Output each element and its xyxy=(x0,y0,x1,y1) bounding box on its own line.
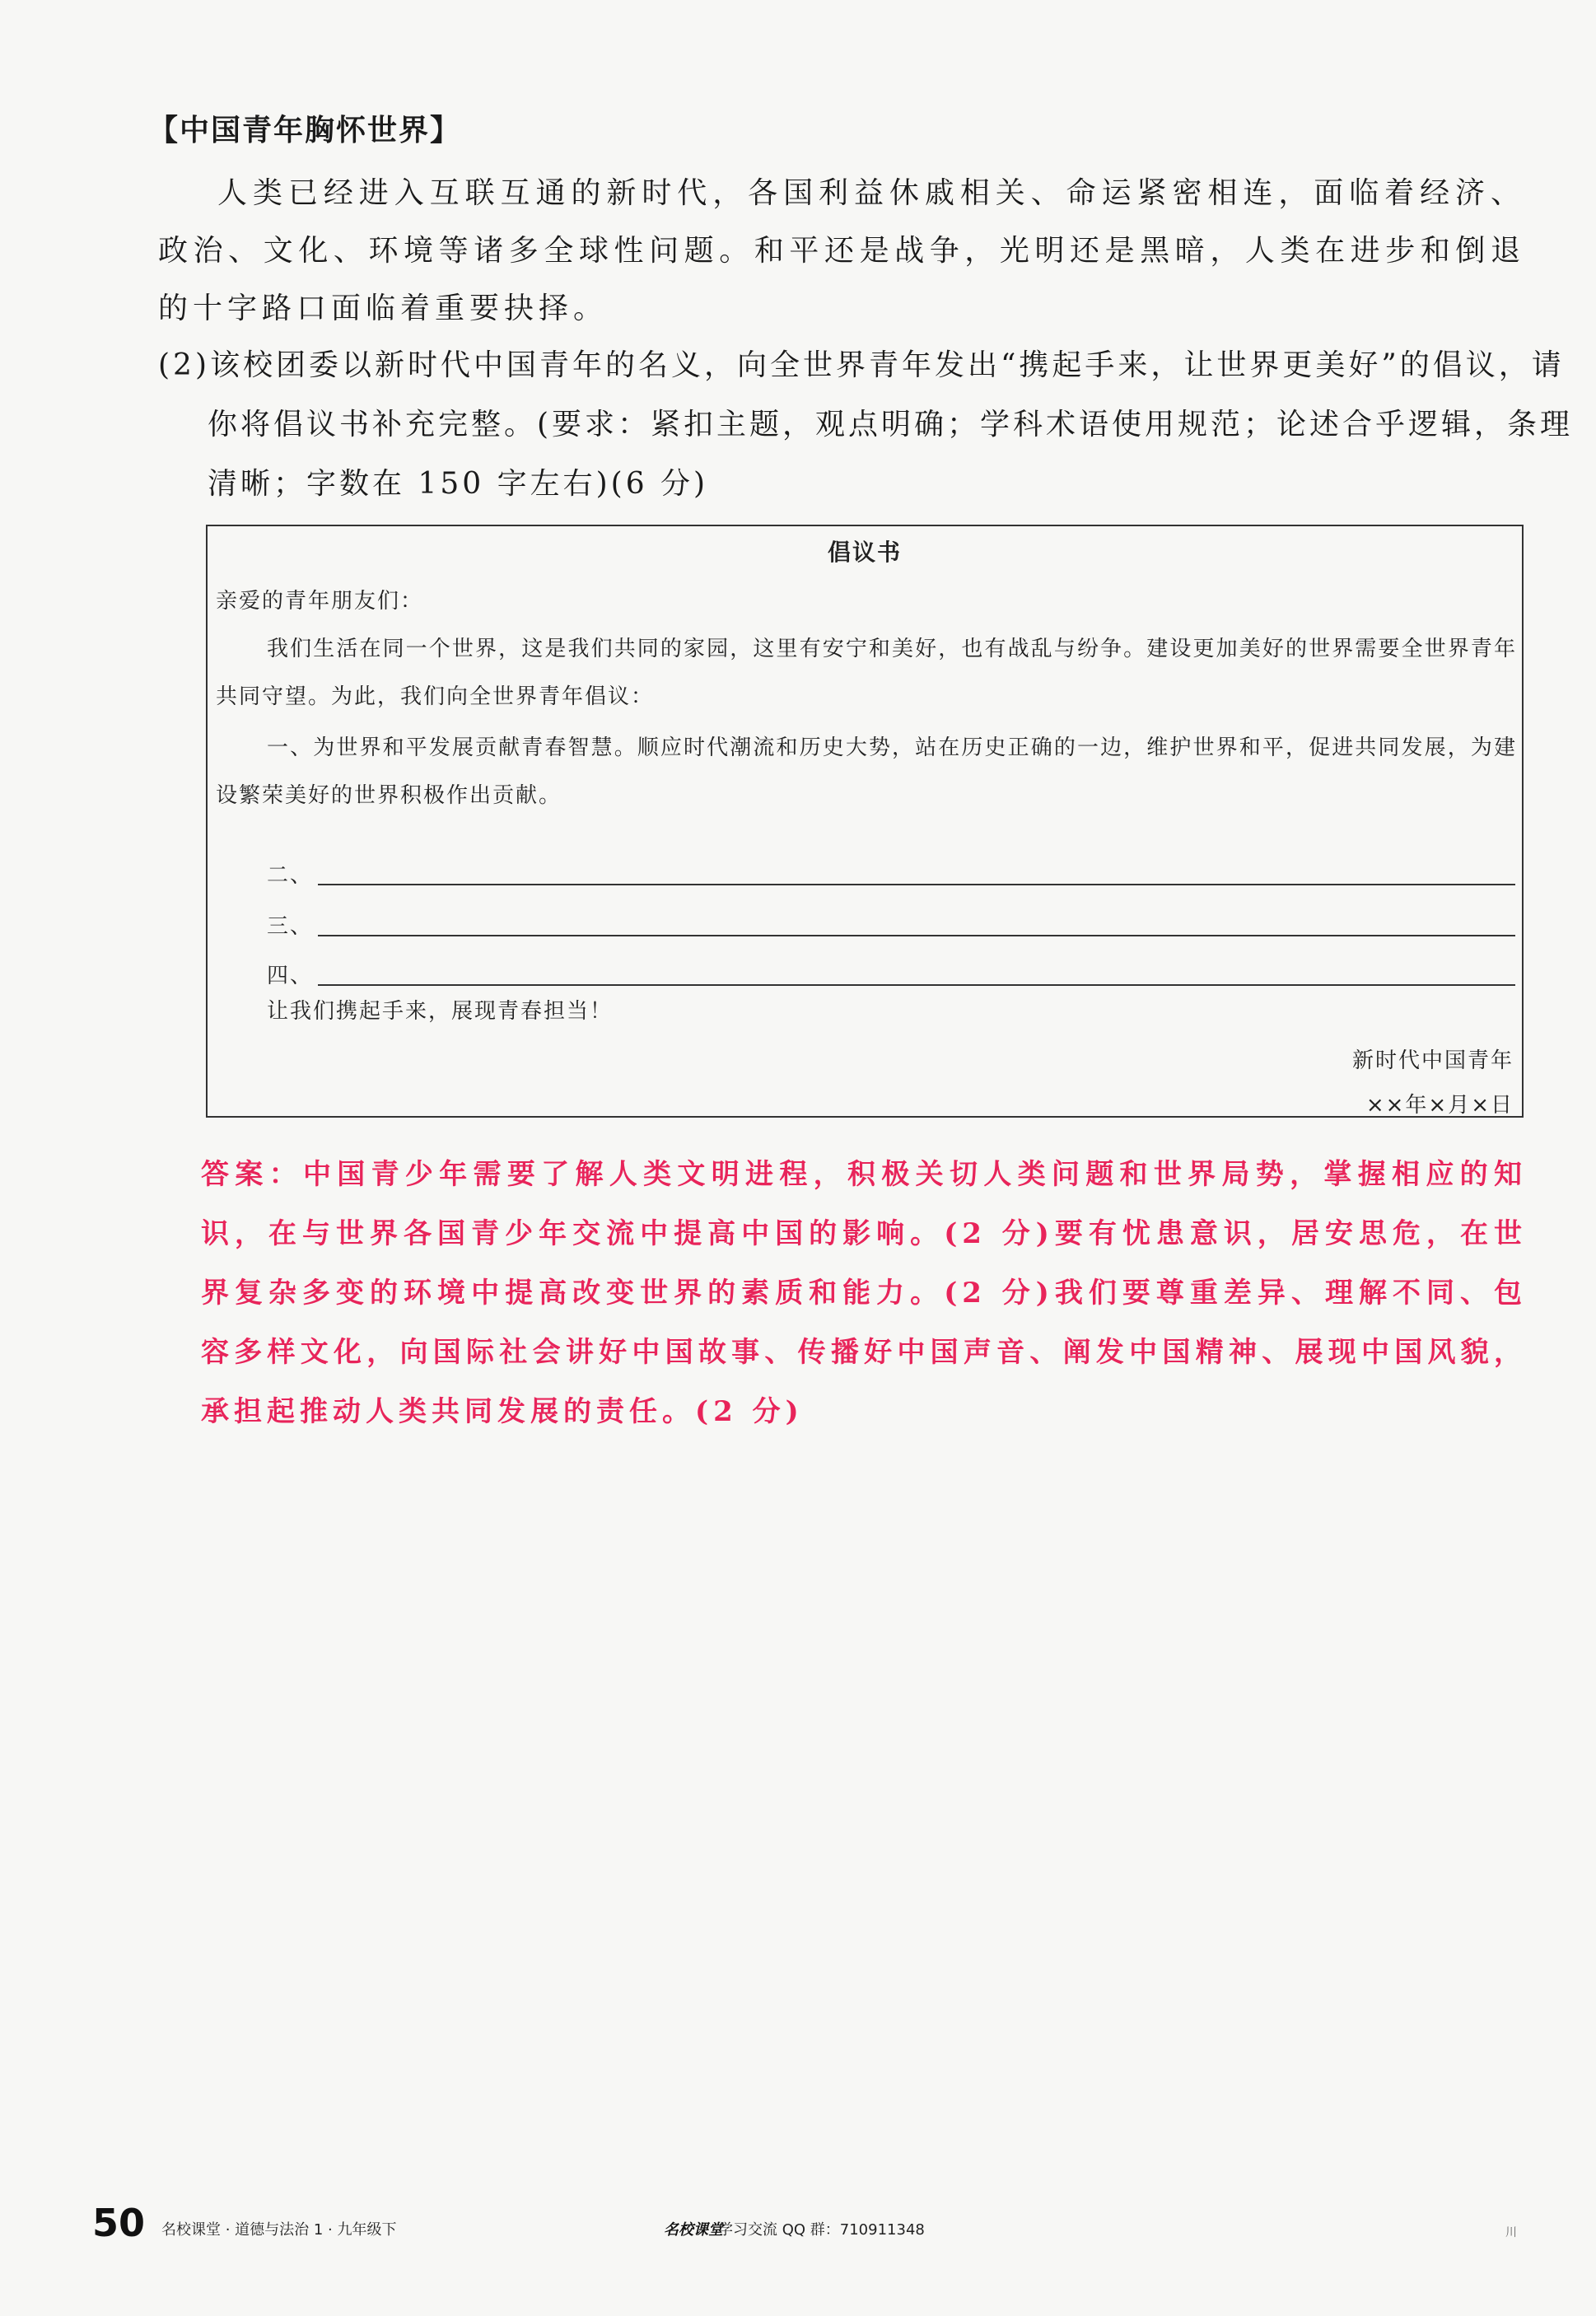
proposal-paragraph-2: 一、为世界和平发展贡献青春智慧。顺应时代潮流和历史大势，站在历史正确的一边，维护世界和平，促进共同发展，为建设繁荣美好的世界积极作出贡献。 xyxy=(216,735,1517,808)
proposal-box xyxy=(206,525,1524,1118)
proposal-signer: 新时代中国青年 xyxy=(1351,1048,1514,1073)
section-title: 【中国青年胸怀世界】 xyxy=(148,114,462,147)
question-text: (2)该校团委以新时代中国青年的名义，向全世界青年发出“携起手来，让世界更美好”的倡议，请你将倡议书补充完整。(要求：紧扣主题，观点明确；学科术语使用规范；论述合乎逻辑，条理清晰；字数在 150 字左右)(6 分) xyxy=(158,348,1574,501)
brand-logo-text: 名校课堂 xyxy=(664,2221,723,2239)
proposal-closing: 让我们携起手来，展现青春担当！ xyxy=(267,999,614,1024)
blank-row-2 xyxy=(267,856,1515,889)
blank-line-4[interactable] xyxy=(318,984,1515,986)
page-number: 50 xyxy=(92,2201,146,2245)
blank-label-4: 四、 xyxy=(267,964,314,988)
blank-label-3: 三、 xyxy=(267,914,314,939)
blank-row-4 xyxy=(267,956,1515,989)
proposal-date: ××年×月×日 xyxy=(1365,1093,1514,1118)
blank-line-3[interactable] xyxy=(318,935,1515,936)
blank-line-2[interactable] xyxy=(318,884,1515,885)
blank-label-2: 二、 xyxy=(267,863,314,888)
corner-mark: 川 xyxy=(1505,2226,1517,2239)
section-intro: 人类已经进入互联互通的新时代，各国利益休戚相关、命运紧密相连，面临着经济、政治、文化、环境等诸多全球性问题。和平还是战争，光明还是黑暗，人类在进步和倒退的十字路口面临着重要抉择。 xyxy=(158,176,1525,325)
answer-text: 答案：中国青少年需要了解人类文明进程，积极关切人类问题和世界局势，掌握相应的知识，在与世界各国青少年交流中提高中国的影响。(2 分)要有忧患意识，居安思危，在世界复杂多变的环境中提高改变世界的素质和能力。(2 分)我们要尊重差异、理解不同、包容多样文化，向国际社会讲好中国故事、传播好中国声音、阐发中国精神、展现中国风貌，承担起推动人类共同发展的责任。(2 分) xyxy=(201,1158,1527,1428)
qq-group-text: 学习交流 QQ 群：710911348 xyxy=(718,2221,925,2239)
proposal-salutation: 亲爱的青年朋友们： xyxy=(216,589,424,614)
book-title: 名校课堂 · 道德与法治 1 · 九年级下 xyxy=(161,2221,397,2239)
blank-row-3 xyxy=(267,907,1515,940)
proposal-title: 倡议书 xyxy=(827,539,902,566)
proposal-paragraph-1: 我们生活在同一个世界，这是我们共同的家园，这里有安宁和美好，也有战乱与纷争。建设更加美好的世界需要全世界青年共同守望。为此，我们向全世界青年倡议： xyxy=(216,637,1517,709)
